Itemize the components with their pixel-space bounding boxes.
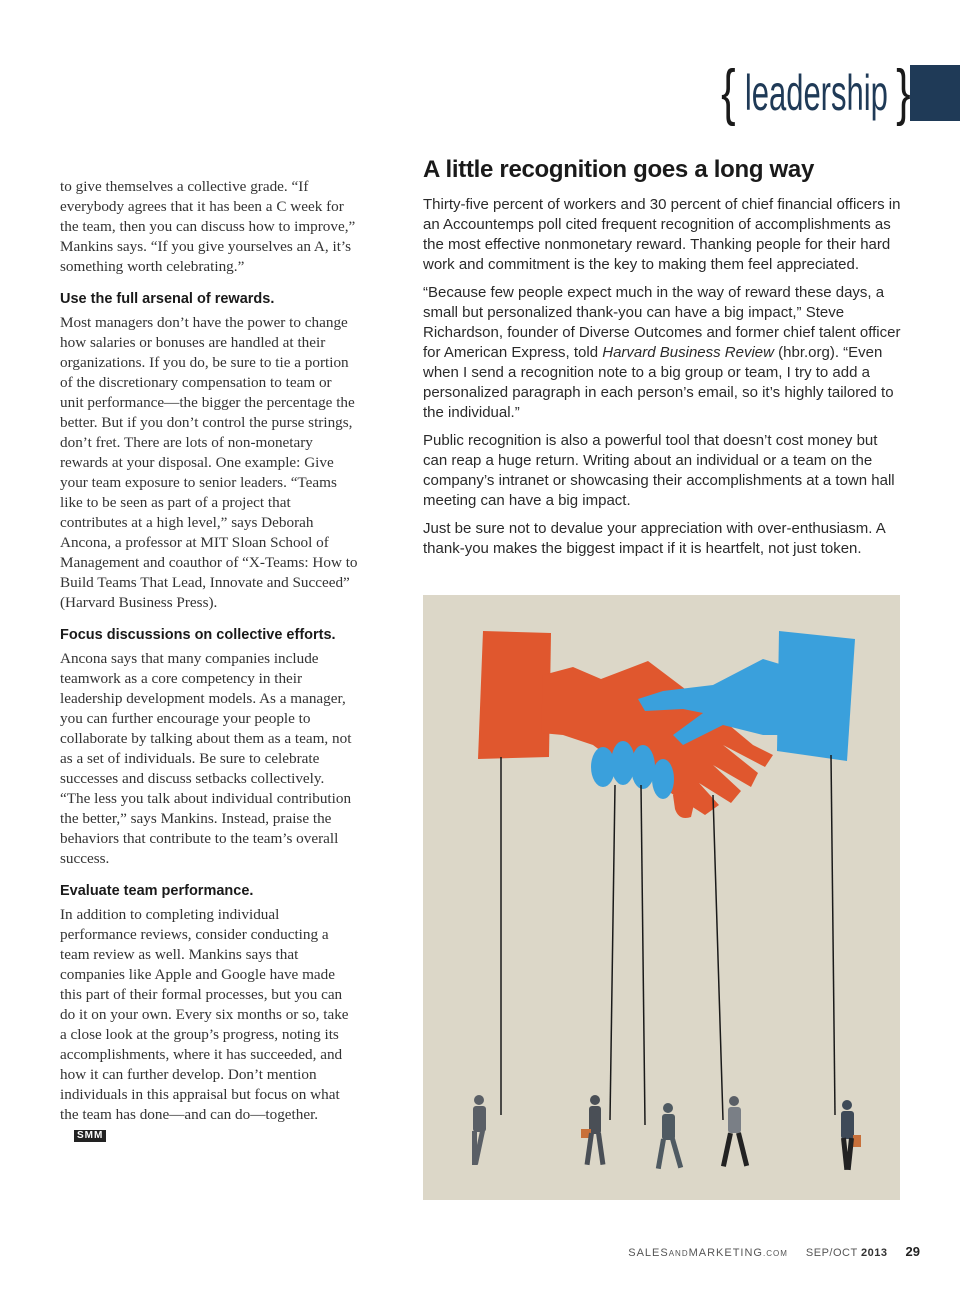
end-mark-logo: SMM xyxy=(74,1130,106,1142)
intro-paragraph: to give themselves a collective grade. “If everybody agrees that it has been a C week for the team, then you can discuss how to improve,” Mankins says. “If you give yourselves an A, it’s something worth celebrating.” xyxy=(60,178,356,275)
paragraph-2-part-a: “Because few people expect much in the way of reward these days, a small but personalized thank-you can have a big impact,” Steve Richardson, founder of Diverse Outcomes and former chief talent officer for American Express, told xyxy=(423,284,901,361)
right-column xyxy=(423,155,901,567)
handshake-illustration-svg xyxy=(423,595,900,1200)
footer-issue-year: 2013 xyxy=(861,1247,888,1259)
blue-cuff xyxy=(777,631,855,761)
section-label xyxy=(718,58,960,127)
section-heading-collective: Focus discussions on collective efforts. xyxy=(60,627,336,643)
paragraph-4: Just be sure not to devalue your appreciation with over-enthusiasm. A thank-you makes the biggest impact if it is heartfelt, not just token. xyxy=(423,520,885,557)
footer-issue xyxy=(806,1247,888,1259)
bracket-right: } xyxy=(896,58,911,127)
blue-knuckle-4 xyxy=(652,759,674,799)
section-heading-rewards: Use the full arsenal of rewards. xyxy=(60,291,275,307)
publication-name: Harvard Business Review xyxy=(602,344,774,361)
footer-site-part2: MARKETING xyxy=(688,1247,763,1259)
footer-site-and: AND xyxy=(668,1249,689,1258)
paragraph-1: Thirty-five percent of workers and 30 percent of chief financial officers in an Accountemps poll cited frequent recognition of accomplishments as the most effective nonmonetary reward. Thanking people for their hard work and commitment is the key to making them feel appreciated. xyxy=(423,196,901,273)
orange-cuff xyxy=(478,631,551,759)
section-heading-evaluate: Evaluate team performance. xyxy=(60,883,254,899)
paragraph-2 xyxy=(423,283,901,423)
paragraph-2-part-b: (hbr.org). “Even when I send a recognition note to a big group or team, I try to add a personalized paragraph in each person’s email, so it’s highly tailored to the individual.” xyxy=(423,344,894,421)
section-body-collective: Ancona says that many companies include teamwork as a core competency in their leadership development models. As a manager, you can further encourage your people to collaborate by talking about them as a team, not as a set of individuals. Be sure to celebrate successes and discuss setbacks collectively. “The less you talk about individual contribution the better,” says Mankins. Instead, praise the behaviors that contribute to the team’s overall success. xyxy=(60,650,352,867)
section-label-text: leadership xyxy=(744,65,888,121)
handshake-illustration xyxy=(423,595,900,1200)
page-number: 29 xyxy=(905,1244,920,1259)
article-headline: A little recognition goes a long way xyxy=(423,156,815,183)
section-body-evaluate: In addition to completing individual performance reviews, consider conducting a team review as well. Mankins says that companies like Apple and Google have made this part of their formal processes, but you can do it on your own. Every six months or so, take a close look at the group’s progress, noting its accomplishments, where it has succeeded, and how it can further develop. Don’t mention individuals in this appraisal but focus on what the team has done—and can do—together. xyxy=(60,906,349,1123)
left-column xyxy=(60,177,358,1145)
footer-site-tld: .COM xyxy=(763,1249,788,1258)
section-label-bar xyxy=(910,65,960,121)
section-body-evaluate-wrap xyxy=(60,905,358,1145)
bracket-left: { xyxy=(720,58,736,127)
page-footer xyxy=(628,1244,920,1259)
paragraph-3: Public recognition is also a powerful tool that doesn’t cost money but can reap a huge return. Writing about an individual or a team on the company’s intranet or showcasing their accomplishments at a town hall meeting can have a big impact. xyxy=(423,432,895,509)
footer-issue-months: SEP/OCT xyxy=(805,1247,858,1259)
section-body-rewards: Most managers don’t have the power to change how salaries or bonuses are handled at their organizations. If you do, be sure to tie a portion of the discretionary compensation to team or unit performance—the bigger the percentage the better. But if you don’t control the purse strings, don’t fret. There are lots of non-monetary rewards at your disposal. One example: Give your team exposure to senior leaders. “Teams like to be seen as part of a project that contributes at a high level,” says Deborah Ancona, a professor at MIT Sloan School of Management and coauthor of “X-Teams: How to Build Teams That Lead, Innovate and Succeed” (Harvard Business Press). xyxy=(60,314,358,611)
footer-site-part1: SALES xyxy=(628,1247,669,1259)
footer-site xyxy=(628,1247,788,1259)
blue-knuckle-3 xyxy=(631,745,655,789)
